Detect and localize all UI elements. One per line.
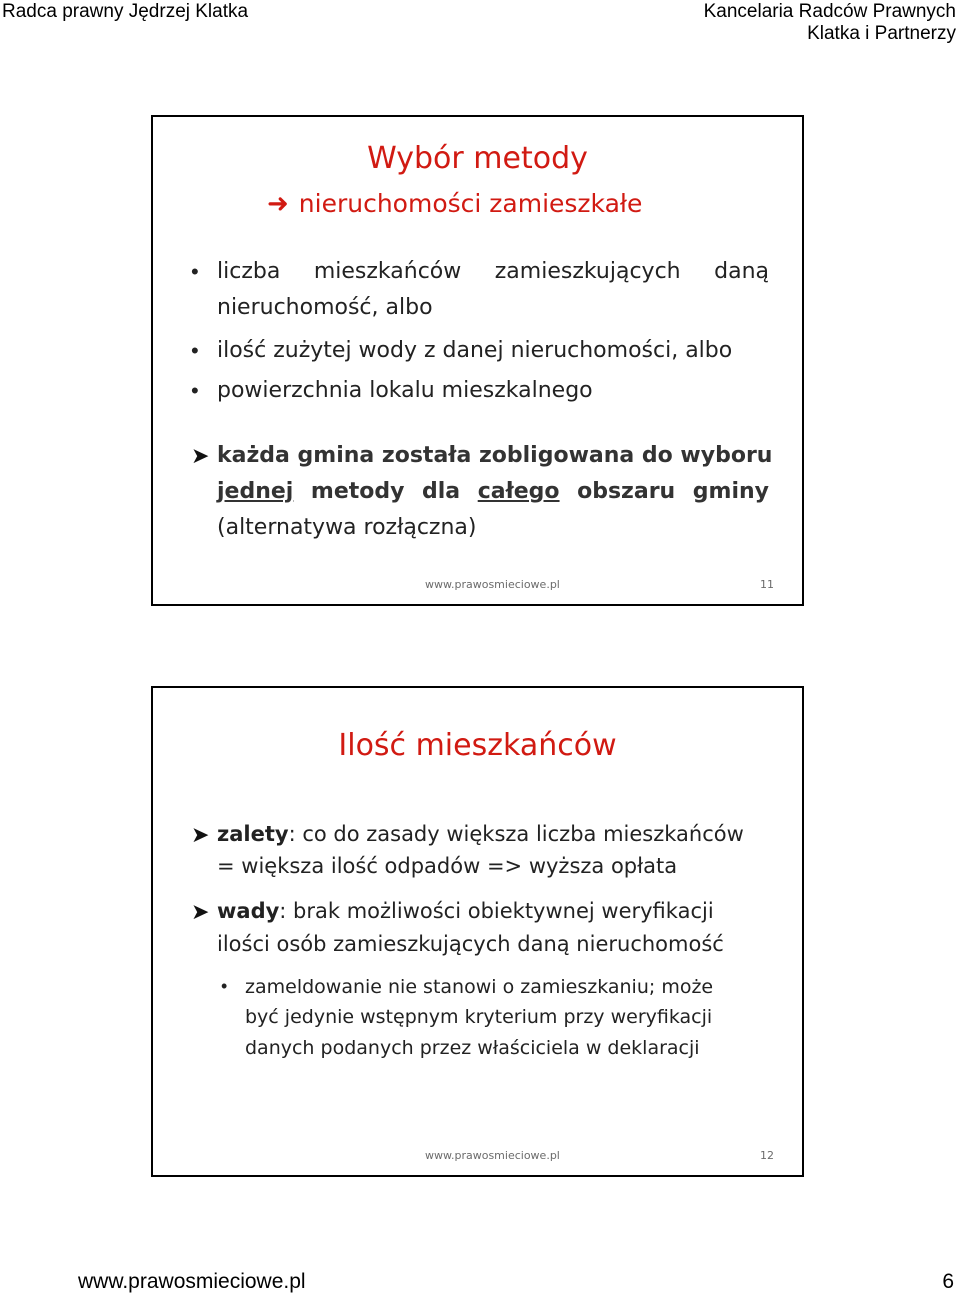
wady-line2: ilości osób zamieszkujących daną nieruchomość — [217, 932, 724, 956]
bullet-icon: • — [191, 259, 199, 284]
zalety-line1: zalety: co do zasady większa liczba mieszkańców — [217, 822, 744, 846]
zalety-label: zalety — [217, 822, 289, 846]
header-author: Radca prawny Jędrzej Klatka — [2, 1, 249, 22]
word-dla: dla — [422, 479, 461, 504]
bullet-icon: • — [221, 976, 228, 996]
bullet-1-line1: liczba mieszkańców zamieszkujących daną — [217, 259, 769, 284]
slide-subtitle: ➜ nieruchomości zamieszkałe — [267, 189, 643, 219]
bullet-icon: • — [191, 338, 199, 363]
header-firm-line2: Klatka i Partnerzy — [807, 23, 956, 44]
slide-number: 12 — [760, 1149, 774, 1162]
sub-line1: zameldowanie nie stanowi o zamieszkaniu; może — [245, 976, 714, 998]
wady-line1: wady: brak możliwości obiektywnej weryfikacji — [217, 899, 714, 923]
arrowhead-bullet-icon: ➤ — [191, 899, 210, 924]
slide-footer-url: www.prawosmieciowe.pl — [425, 578, 560, 591]
bullet-2: ilość zużytej wody z danej nieruchomości, albo — [217, 338, 733, 363]
point-line1: każda gmina została zobligowana do wyboru — [217, 443, 773, 468]
word-obszaru: obszaru — [577, 479, 676, 504]
slide-title: Ilość mieszkańców — [338, 728, 617, 763]
slide-12 — [151, 686, 804, 1177]
sub-line3: danych podanych przez właściciela w deklaracji — [245, 1037, 700, 1059]
point-line2 — [217, 479, 769, 504]
page-footer-url: www.prawosmieciowe.pl — [78, 1270, 306, 1293]
slide-11 — [151, 115, 804, 606]
wady-label: wady — [217, 899, 280, 923]
slide-title: Wybór metody — [367, 141, 588, 176]
sub-line2: być jedynie wstępnym kryterium przy weryfikacji — [245, 1006, 713, 1028]
point-line3: (alternatywa rozłączna) — [217, 515, 477, 540]
slide-number: 11 — [760, 578, 774, 591]
word-gminy: gminy — [692, 479, 769, 504]
word-jednej: jednej — [217, 479, 294, 504]
bullet-icon: • — [191, 378, 199, 403]
arrowhead-bullet-icon: ➤ — [191, 822, 210, 847]
page-number: 6 — [942, 1270, 954, 1293]
zalety-line2: = większa ilość odpadów => wyższa opłata — [217, 854, 678, 878]
header-firm-line1: Kancelaria Radców Prawnych — [703, 1, 956, 22]
bullet-1-line2: nieruchomość, albo — [217, 295, 433, 320]
header-firm — [704, 1, 956, 45]
arrow-right-icon: ➜ — [267, 189, 289, 219]
slide-footer-url: www.prawosmieciowe.pl — [425, 1149, 560, 1162]
arrowhead-bullet-icon: ➤ — [191, 443, 210, 468]
word-metody: metody — [310, 479, 405, 504]
bullet-3: powierzchnia lokalu mieszkalnego — [217, 378, 593, 403]
word-calego: całego — [477, 479, 560, 504]
